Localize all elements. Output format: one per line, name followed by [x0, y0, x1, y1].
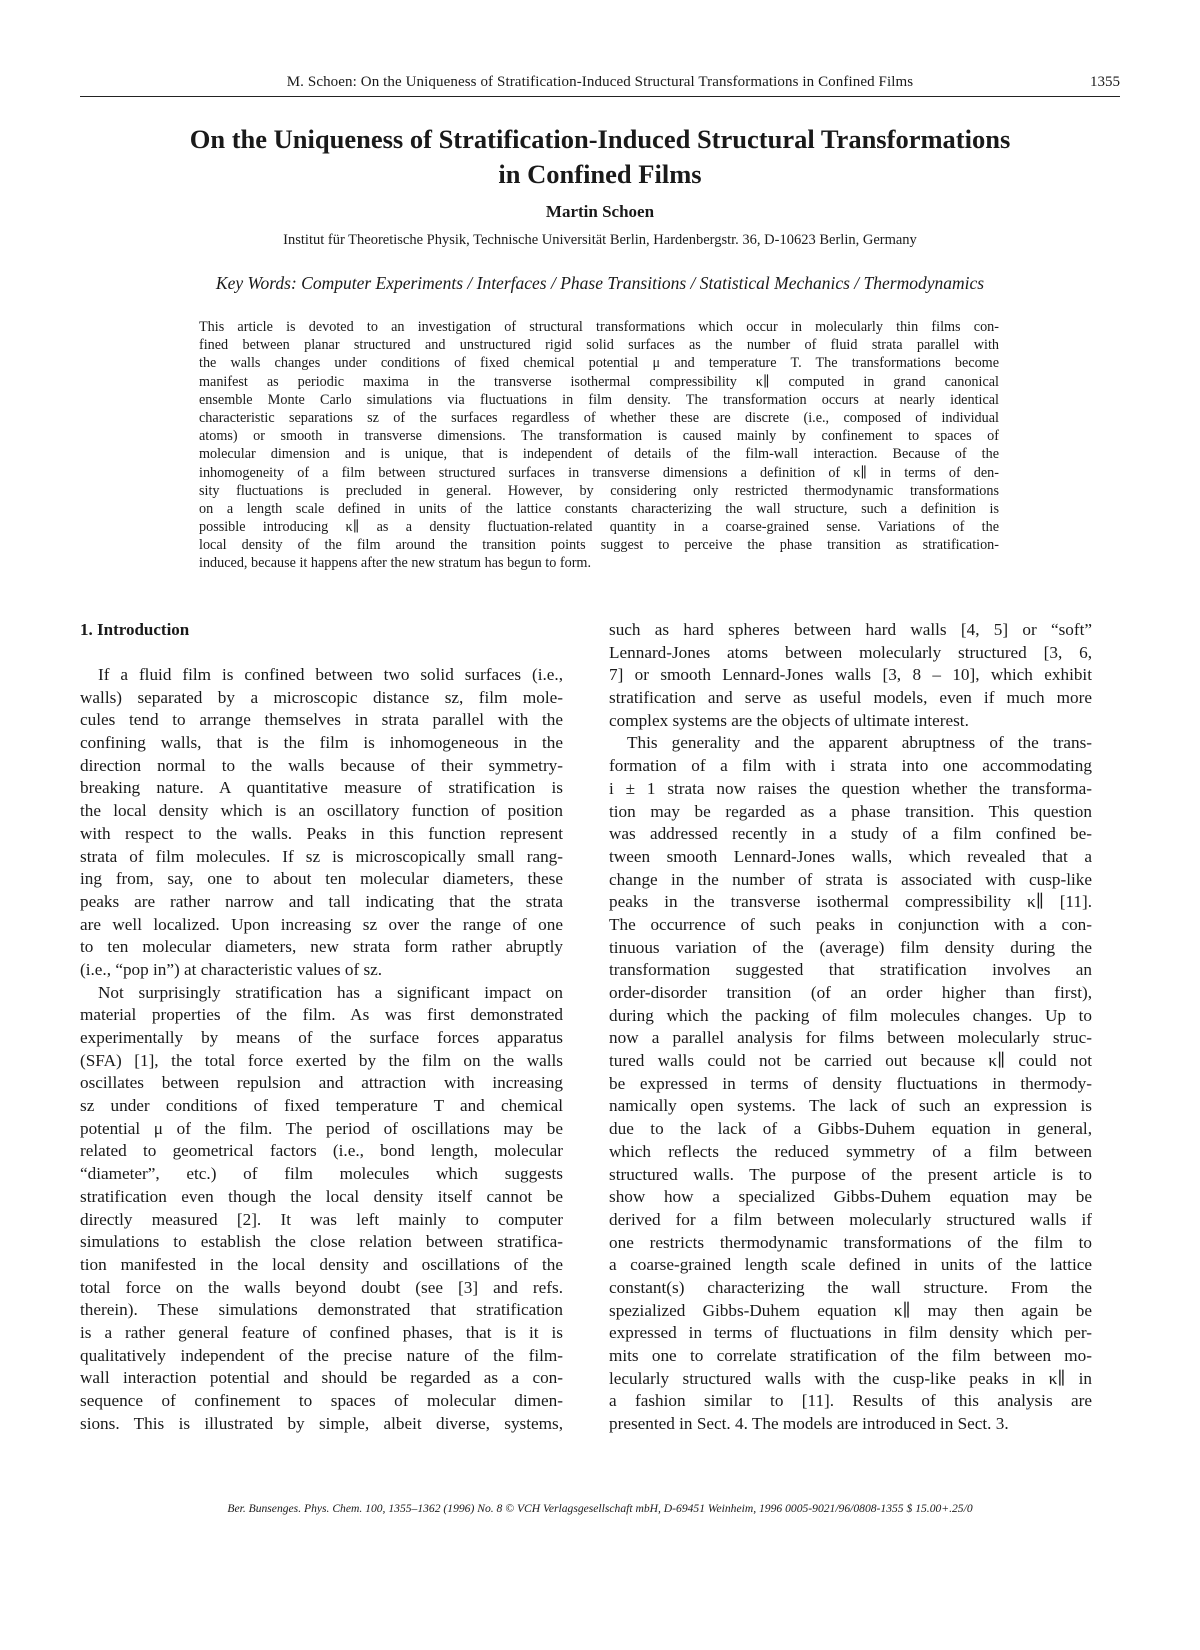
- title-line: in Confined Films: [498, 159, 702, 189]
- body-line: (i.e., “pop in”) at characteristic values of sz.: [80, 959, 383, 979]
- body-line: tween smooth Lennard-Jones walls, which revealed that a: [609, 846, 1092, 866]
- abstract-line: the walls changes under conditions of fixed chemical potential μ and temperature T. The transformations become: [199, 355, 999, 372]
- body-line: ing from, say, one to about ten molecular diameters, these: [80, 869, 563, 889]
- body-line: potential μ of the film. The period of oscillations may be: [80, 1118, 563, 1138]
- body-line: sequence of confinement to spaces of molecular dimen-: [80, 1391, 563, 1410]
- body-line: If a fluid film is confined between two solid surfaces (i.e.,: [98, 665, 563, 684]
- abstract-line: This article is devoted to an investigation of structural transformations which occur in molecularly thin films con-: [199, 319, 999, 335]
- body-line: Not surprisingly stratification has a significant impact on: [98, 982, 563, 1002]
- body-line: sions. This is illustrated by simple, albeit diverse, systems,: [80, 1413, 563, 1433]
- body-line: stratification and serve as useful models, even if much more: [609, 688, 1092, 708]
- body-line: a coarse-grained length scale defined in units of the lattice: [609, 1255, 1092, 1275]
- body-line: presented in Sect. 4. The models are introduced in Sect. 3.: [609, 1414, 1009, 1434]
- body-line: complex systems are the objects of ultimate interest.: [609, 710, 969, 730]
- abstract-line: possible introducing κ∥ as a density fluctuation-related quantity in a coarse-grained sense. Variations of the: [199, 519, 999, 536]
- body-line: qualitatively independent of the precise nature of the film-: [80, 1345, 563, 1365]
- author-affiliation: Institut für Theoretische Physik, Technische Universität Berlin, Hardenbergstr. 36, D-10623 Berlin, Germany: [283, 232, 917, 248]
- abstract-line: manifest as periodic maxima in the transverse isothermal compressibility κ∥ computed in grand canonical: [199, 373, 999, 390]
- body-line: are well localized. Upon increasing sz over the range of one: [80, 914, 563, 934]
- body-line: which reflects the reduced symmetry of a film between: [609, 1141, 1092, 1161]
- body-line: expressed in terms of fluctuations in film density which per-: [609, 1323, 1092, 1343]
- body-line: such as hard spheres between hard walls [4, 5] or “soft”: [609, 620, 1092, 639]
- body-line: confining walls, that is the film is inhomogeneous in the: [80, 733, 563, 753]
- body-line: therein). These simulations demonstrated that stratification: [80, 1300, 563, 1320]
- body-line: due to the lack of a Gibbs-Duhem equation in general,: [609, 1119, 1092, 1139]
- running-head: [80, 70, 1120, 97]
- abstract-line: molecular dimension and is unique, that is independent of details of the film-wall interaction. Because of the: [199, 446, 999, 463]
- body-line: 7] or smooth Lennard-Jones walls [3, 8 – 10], which exhibit: [609, 665, 1092, 685]
- body-line: derived for a film between molecularly structured walls if: [609, 1209, 1092, 1229]
- abstract-line: induced, because it happens after the new stratum has begun to form.: [199, 555, 591, 572]
- body-line: change in the number of strata is associated with cusp-like: [609, 869, 1092, 889]
- body-line: “diameter”, etc.) of film molecules which suggests: [80, 1164, 563, 1184]
- body-line: simulations to establish the close relation between stratifica-: [80, 1232, 563, 1252]
- body-line: spezialized Gibbs-Duhem equation κ∥ may then again be: [609, 1300, 1092, 1320]
- right-column: [609, 619, 1092, 1436]
- body-line: constant(s) characterizing the wall structure. From the: [609, 1277, 1092, 1297]
- body-line: The occurrence of such peaks in conjunction with a con-: [609, 914, 1092, 934]
- body-line: experimentally by means of the surface forces apparatus: [80, 1028, 563, 1047]
- running-head-title: M. Schoen: On the Uniqueness of Stratification-Induced Structural Transformations in Confined Films: [286, 74, 914, 90]
- body-line: wall interaction potential and should be regarded as a con-: [80, 1368, 563, 1388]
- body-line: i ± 1 strata now raises the question whether the transforma-: [609, 778, 1092, 798]
- left-column: [80, 620, 563, 1435]
- body-line: namically open systems. The lack of such an expression is: [609, 1096, 1092, 1116]
- body-line: to ten molecular diameters, new strata form rather abruptly: [80, 937, 563, 957]
- body-line: tion may be regarded as a phase transition. This question: [609, 801, 1092, 821]
- body-line: tinuous variation of the (average) film density during the: [609, 937, 1092, 957]
- body-line: show how a specialized Gibbs-Duhem equation may be: [609, 1187, 1092, 1207]
- author-name: Martin Schoen: [545, 202, 655, 221]
- body-line: lecularly structured walls with the cusp-like peaks in κ∥ in: [609, 1368, 1092, 1388]
- body-line: with respect to the walls. Peaks in this function represent: [80, 823, 563, 843]
- body-line: cules tend to arrange themselves in strata parallel with the: [80, 710, 563, 730]
- body-line: tion manifested in the local density and oscillations of the: [80, 1254, 563, 1274]
- body-line: formation of a film with i strata into one accommodating: [609, 756, 1092, 776]
- body-line: structured walls. The purpose of the present article is to: [609, 1164, 1092, 1184]
- body-line: direction normal to the walls because of their symmetry-: [80, 755, 563, 775]
- abstract-line: on a length scale defined in units of the lattice constants characterizing the wall structure, such a definition is: [199, 500, 999, 517]
- body-line: walls) separated by a microscopic distance sz, film mole-: [80, 687, 563, 707]
- body-line: stratification even though the local density itself cannot be: [80, 1186, 563, 1206]
- abstract-line: characteristic separations sz of the surfaces regardless of whether these are discrete (i.e., composed of individual: [199, 409, 999, 426]
- body-line: one restricts thermodynamic transformations of the film to: [609, 1232, 1092, 1252]
- body-line: material properties of the film. As was first demonstrated: [80, 1005, 563, 1025]
- body-line: now a parallel analysis for films between molecularly struc-: [609, 1028, 1092, 1048]
- body-line: related to geometrical factors (i.e., bond length, molecular: [80, 1141, 563, 1161]
- abstract: [199, 318, 999, 573]
- body-line: total force on the walls beyond doubt (see [3] and refs.: [80, 1277, 563, 1297]
- abstract-line: inhomogeneity of a film between structured surfaces in transverse dimensions a definition of κ∥ in terms of den-: [199, 464, 999, 481]
- article-title: [80, 122, 1120, 192]
- body-line: breaking nature. A quantitative measure of stratification is: [80, 778, 563, 798]
- body-line: is a rather general feature of confined phases, that is it is: [80, 1322, 563, 1342]
- journal-footer: Ber. Bunsenges. Phys. Chem. 100, 1355–1362 (1996) No. 8 © VCH Verlagsgesellschaft mbH, D-69451 Weinheim, 1996 0005-9021/96/0808-1355 $ 15.00+.25/0: [227, 1502, 973, 1515]
- body-line: during which the packing of film molecules changes. Up to: [609, 1005, 1092, 1025]
- body-line: peaks in the transverse isothermal compressibility κ∥ [11].: [609, 892, 1092, 912]
- abstract-line: atoms) or smooth in transverse dimensions. The transformation is caused mainly by confinement to spaces of: [199, 428, 999, 445]
- abstract-line: local density of the film around the transition points suggest to perceive the phase transition as stratification-: [199, 537, 999, 554]
- body-line: was addressed recently in a study of a film confined be-: [609, 824, 1092, 844]
- keywords: Key Words: Computer Experiments / Interfaces / Phase Transitions / Statistical Mechanics / Thermodynamics: [215, 273, 985, 293]
- body-line: tured walls could not be carried out because κ∥ could not: [609, 1051, 1092, 1071]
- title-line: On the Uniqueness of Stratification-Induced Structural Transformations: [189, 124, 1011, 154]
- body-line: mits one to correlate stratification of the film between mo-: [609, 1346, 1092, 1365]
- body-line: Lennard-Jones atoms between molecularly structured [3, 6,: [609, 642, 1092, 662]
- body-line: strata of film molecules. If sz is microscopically small rang-: [80, 846, 563, 866]
- page-number: 1355: [1090, 74, 1120, 90]
- body-line: directly measured [2]. It was left mainly to computer: [80, 1209, 563, 1229]
- body-line: sz under conditions of fixed temperature T and chemical: [80, 1096, 563, 1116]
- body-line: order-disorder transition (of an order higher than first),: [609, 983, 1092, 1002]
- section-heading: 1. Introduction: [80, 620, 190, 639]
- body-line: (SFA) [1], the total force exerted by the film on the walls: [80, 1050, 563, 1070]
- body-line: transformation suggested that stratification involves an: [609, 960, 1092, 980]
- body-line: oscillates between repulsion and attraction with increasing: [80, 1073, 563, 1093]
- body-line: a fashion similar to [11]. Results of this analysis are: [609, 1391, 1092, 1411]
- body-line: peaks are rather narrow and tall indicating that the strata: [80, 891, 563, 911]
- abstract-line: fined between planar structured and unstructured rigid solid surfaces as the number of fluid strata parallel with: [199, 337, 999, 354]
- body-line: be expressed in terms of density fluctuations in thermody-: [609, 1073, 1092, 1093]
- abstract-line: ensemble Monte Carlo simulations via fluctuations in film density. The transformation occurs at nearly identical: [199, 391, 999, 408]
- body-line: This generality and the apparent abruptness of the trans-: [627, 733, 1092, 753]
- abstract-line: sity fluctuations is precluded in general. However, by considering only restricted thermodynamic transformations: [199, 482, 999, 499]
- body-line: the local density which is an oscillatory function of position: [80, 801, 563, 821]
